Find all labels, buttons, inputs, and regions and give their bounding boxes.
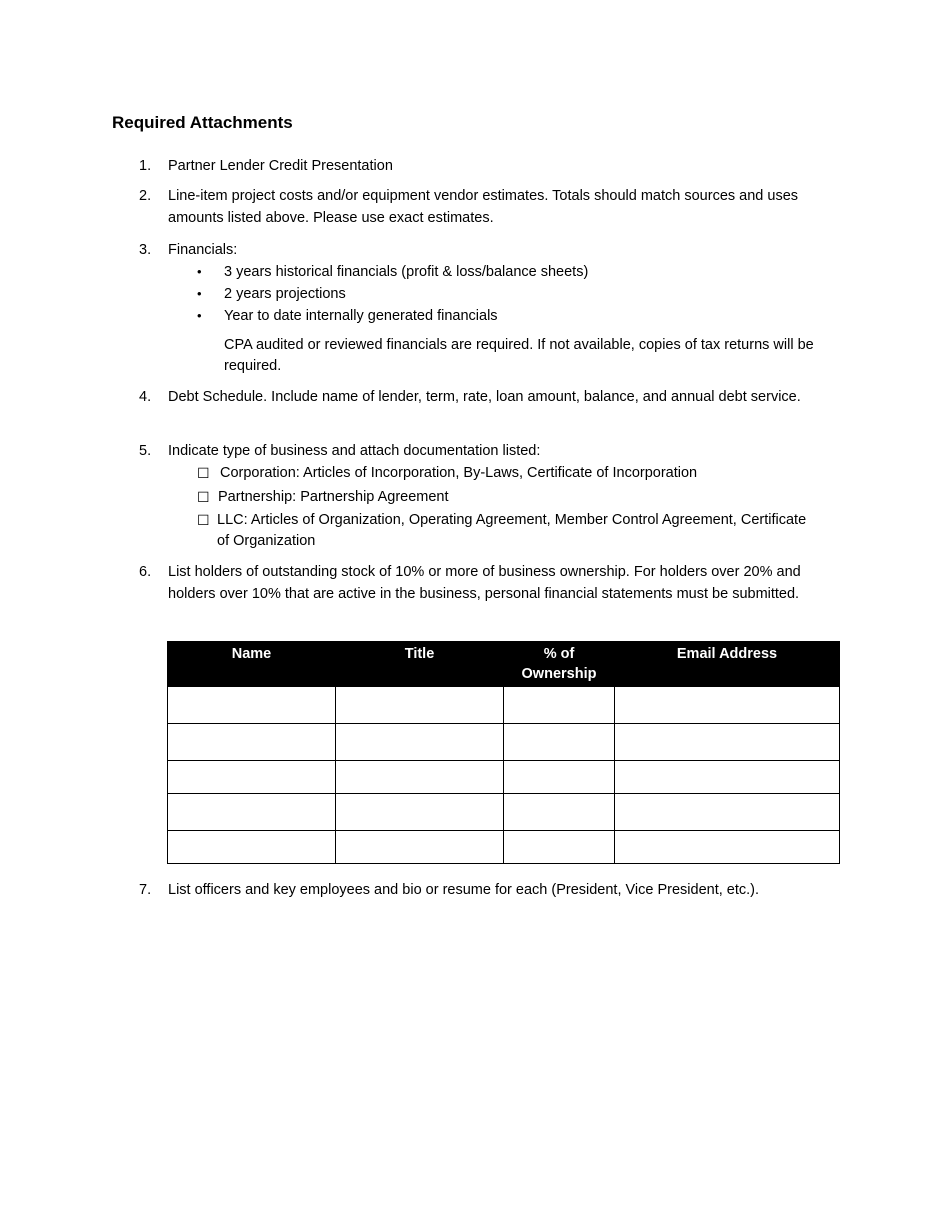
ownership-cell[interactable] — [504, 831, 615, 864]
ownership-cell[interactable] — [504, 724, 615, 761]
email-cell[interactable] — [615, 687, 840, 724]
list-number: 7. — [139, 882, 152, 898]
list-text: List holders of outstanding stock of 10% or more of business ownership. For holders over 20% and holders over 10% that are active in the business, personal financial statements must be submitted. — [168, 564, 801, 602]
email-cell[interactable] — [615, 724, 840, 761]
column-header-name: Name — [168, 642, 336, 687]
title-cell[interactable] — [336, 761, 504, 794]
table-row — [168, 687, 840, 724]
list-number: 3. — [139, 242, 152, 258]
title-cell[interactable] — [336, 687, 504, 724]
table-row — [168, 794, 840, 831]
bullet-icon: • — [197, 308, 202, 323]
name-cell[interactable] — [168, 687, 336, 724]
email-cell[interactable] — [615, 761, 840, 794]
list-number: 4. — [139, 389, 152, 405]
title-cell[interactable] — [336, 831, 504, 864]
ownership-cell[interactable] — [504, 794, 615, 831]
table-row — [168, 831, 840, 864]
checkbox-label-text: LLC: Articles of Organization, Operating Agreement, Member Control Agreement, Certificate of Organization — [217, 512, 807, 549]
name-cell[interactable] — [168, 761, 336, 794]
ownership-cell[interactable] — [504, 687, 615, 724]
list-text: Debt Schedule. Include name of lender, term, rate, loan amount, balance, and annual debt service. — [168, 389, 801, 405]
title-cell[interactable] — [336, 794, 504, 831]
checkbox-label: Partnership: Partnership Agreement — [218, 489, 449, 505]
email-cell[interactable] — [615, 794, 840, 831]
list-text: Line-item project costs and/or equipment vendor estimates. Totals should match sources and uses amounts listed above. Please use exact estimates. — [168, 188, 799, 226]
email-cell[interactable] — [615, 831, 840, 864]
bullet-text: Year to date internally generated financials — [224, 308, 498, 324]
list-text: Indicate type of business and attach documentation listed: — [168, 443, 541, 459]
column-header-ownership: % of Ownership — [504, 642, 615, 687]
ownership-cell[interactable] — [504, 761, 615, 794]
table-row — [168, 761, 840, 794]
name-cell[interactable] — [168, 794, 336, 831]
financials-note: CPA audited or reviewed financials are required. If not available, copies of tax returns will be required. — [224, 337, 814, 374]
page-title: Required Attachments — [112, 113, 293, 132]
checkbox-label: Corporation: Articles of Incorporation, By-Laws, Certificate of Incorporation — [220, 465, 698, 481]
column-header-email: Email Address — [615, 642, 840, 687]
list-text: List officers and key employees and bio or resume for each (President, Vice President, etc.). — [168, 882, 760, 898]
checkbox-label — [217, 510, 817, 552]
bullet-icon: • — [197, 264, 202, 279]
list-number: 1. — [139, 158, 152, 174]
ownership-table — [167, 641, 840, 864]
column-header-title: Title — [336, 642, 504, 687]
checkbox-icon[interactable]: ☐ — [197, 465, 210, 481]
name-cell[interactable] — [168, 831, 336, 864]
list-number: 6. — [139, 564, 152, 580]
checkbox-icon[interactable]: ☐ — [197, 512, 210, 528]
table-header-row — [168, 642, 840, 687]
bullet-text: 3 years historical financials (profit & loss/balance sheets) — [224, 264, 589, 280]
bullet-text: 2 years projections — [224, 286, 346, 302]
name-cell[interactable] — [168, 724, 336, 761]
checkbox-icon[interactable]: ☐ — [197, 489, 210, 505]
list-number: 2. — [139, 188, 152, 204]
list-number: 5. — [139, 443, 152, 459]
bullet-icon: • — [197, 286, 202, 301]
table-row — [168, 724, 840, 761]
list-text: Partner Lender Credit Presentation — [168, 158, 393, 174]
list-text: Financials: — [168, 242, 238, 258]
title-cell[interactable] — [336, 724, 504, 761]
